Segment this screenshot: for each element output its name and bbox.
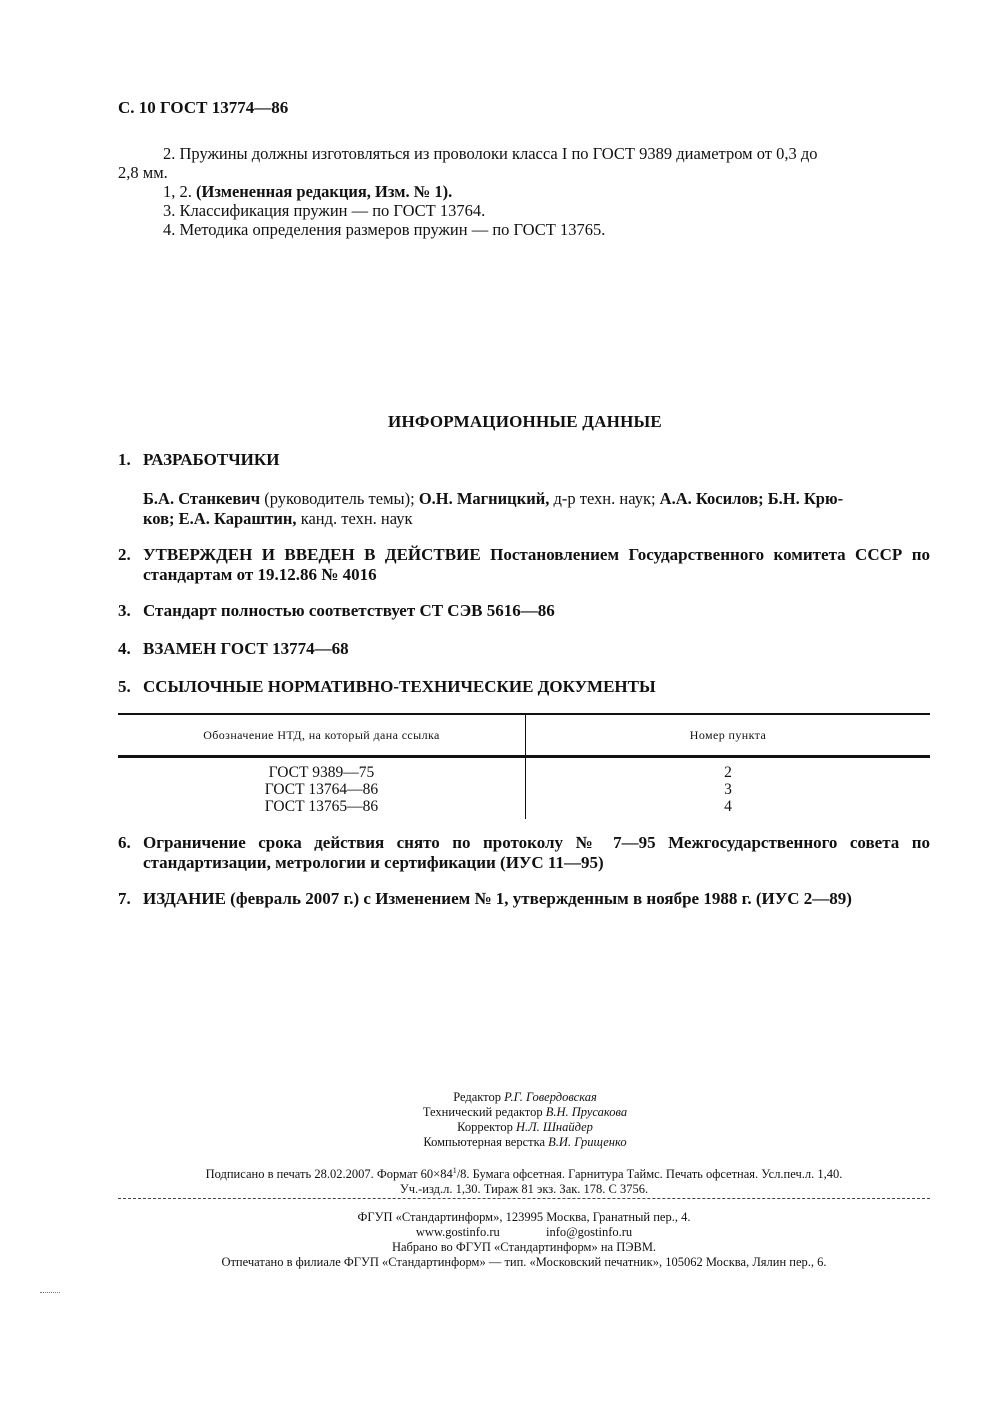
paragraph-2-line-2: 2,8 мм.: [118, 163, 168, 182]
publisher-contacts: [118, 1225, 930, 1240]
table-header-document: Обозначение НТД, на который дана ссылка: [118, 714, 526, 757]
amendment-note: [163, 182, 452, 202]
developer-2-role: д-р техн. наук;: [549, 489, 660, 508]
scan-mark: [40, 1292, 60, 1293]
section-7-number: 7.: [118, 889, 131, 908]
section-3: [118, 601, 555, 621]
typeset-note: Набрано во ФГУП «Стандартинформ» на ПЭВМ.: [391, 1240, 657, 1254]
printed-note: Отпечатано в филиале ФГУП «Стандартинформ» — тип. «Московский печатник», 105062 Москва, Лялин пер., 6.: [221, 1255, 827, 1269]
table-cell-doc: ГОСТ 13765—86: [264, 798, 379, 815]
paragraph-4: 4. Методика определения размеров пружин — по ГОСТ 13765.: [163, 220, 606, 239]
credit-tech-editor: [0, 1105, 1000, 1120]
publisher-block: [118, 1210, 930, 1270]
credits-block: [0, 1090, 1000, 1150]
section-6-number: 6.: [118, 833, 131, 852]
section-5-text: ССЫЛОЧНЫЕ НОРМАТИВНО-ТЕХНИЧЕСКИЕ ДОКУМЕНТЫ: [143, 677, 656, 696]
section-5: [118, 677, 656, 697]
section-4-number: 4.: [118, 639, 131, 658]
print-details-line-1: [118, 1163, 930, 1182]
developers-line-1: [143, 489, 930, 509]
amendment-note-prefix: 1, 2.: [163, 182, 192, 201]
section-3-number: 3.: [118, 601, 131, 620]
credit-corrector: [0, 1120, 1000, 1135]
publisher-website: www.gostinfo.ru: [415, 1225, 500, 1239]
section-6-text: Ограничение срока действия снято по протоколу № 7—95 Межгосударственного совета по стандартизации, метрологии и сертификации (ИУС 11—95): [143, 833, 930, 872]
section-1-title: РАЗРАБОТЧИКИ: [143, 450, 280, 469]
table-cell-documents: [118, 757, 526, 820]
credit-name: В.И. Грищенко: [548, 1135, 627, 1149]
credit-editor: [0, 1090, 1000, 1105]
credit-label: Технический редактор: [422, 1105, 546, 1119]
table-cell-items: [526, 757, 931, 820]
credit-name: Н.Л. Шнайдер: [515, 1120, 593, 1134]
developer-4-5-role: канд. техн. наук: [296, 509, 413, 528]
developer-4-5: ков; Е.А. Караштин,: [143, 509, 297, 528]
developers-line-2: [143, 509, 412, 529]
section-4-text: ВЗАМЕН ГОСТ 13774—68: [143, 639, 349, 658]
paragraph-3: 3. Классификация пружин — по ГОСТ 13764.: [163, 201, 486, 220]
print-details: [118, 1163, 930, 1197]
developer-2: О.Н. Магницкий,: [418, 489, 550, 508]
credit-name: Р.Г. Говердовская: [504, 1090, 597, 1104]
section-7: [118, 889, 852, 909]
developer-1-role: (руководитель темы);: [260, 489, 419, 508]
credit-label: Компьютерная верстка: [423, 1135, 549, 1149]
section-3-text: Стандарт полностью соответствует СТ СЭВ 5616—86: [143, 601, 555, 620]
credit-label: Редактор: [453, 1090, 505, 1104]
table-cell-doc: ГОСТ 13764—86: [264, 781, 379, 798]
section-7-text: ИЗДАНИЕ (февраль 2007 г.) с Изменением № 1, утвержденным в ноябре 1988 г. (ИУС 2—89): [143, 889, 852, 908]
table-cell-item: 3: [724, 781, 732, 798]
table-cell-item: 4: [724, 798, 732, 815]
print-details-text: /8. Бумага офсетная. Гарнитура Таймс. Печать офсетная. Усл.печ.л. 1,40.: [456, 1167, 843, 1182]
publisher-address: ФГУП «Стандартинформ», 123995 Москва, Гранатный пер., 4.: [357, 1210, 691, 1224]
credit-layout: [0, 1135, 1000, 1150]
print-details-sup: 1: [452, 1166, 457, 1175]
table-row: [118, 757, 930, 820]
info-data-title: ИНФОРМАЦИОННЫЕ ДАННЫЕ: [388, 412, 662, 431]
print-details-text: Подписано в печать 28.02.2007. Формат 60×84: [205, 1167, 453, 1182]
section-4: [118, 639, 349, 659]
section-5-number: 5.: [118, 677, 131, 696]
print-details-line-2: Уч.-изд.л. 1,30. Тираж 81 экз. Зак. 178. С 3756.: [399, 1182, 649, 1197]
paragraph-2-line-1: 2. Пружины должны изготовляться из проволоки класса I по ГОСТ 9389 диаметром от 0,3 до: [163, 144, 818, 163]
developer-1: Б.А. Станкевич: [143, 489, 261, 508]
amendment-note-text: (Измененная редакция, Изм. № 1).: [196, 182, 453, 201]
section-1-heading: [118, 450, 279, 470]
page-header: С. 10 ГОСТ 13774—86: [118, 98, 289, 117]
table-cell-item: 2: [724, 764, 732, 781]
section-2: [118, 545, 930, 585]
credit-name: В.Н. Прусакова: [545, 1105, 628, 1119]
table-header-row: [118, 714, 930, 757]
credit-label: Корректор: [457, 1120, 516, 1134]
dashed-divider: [118, 1198, 930, 1199]
section-2-text: УТВЕРЖДЕН И ВВЕДЕН В ДЕЙСТВИЕ Постановлением Государственного комитета СССР по стандартам от 19.12.86 № 4016: [143, 545, 930, 584]
section-6: [118, 833, 930, 873]
table-header-item-number: Номер пункта: [689, 727, 767, 742]
developer-3: А.А. Косилов; Б.Н. Крю-: [659, 489, 844, 508]
section-1-number: 1.: [118, 450, 131, 469]
publisher-email: info@gostinfo.ru: [545, 1225, 633, 1239]
table-cell-doc: ГОСТ 9389—75: [268, 764, 375, 781]
section-2-number: 2.: [118, 545, 131, 564]
reference-documents-table: [118, 713, 930, 819]
